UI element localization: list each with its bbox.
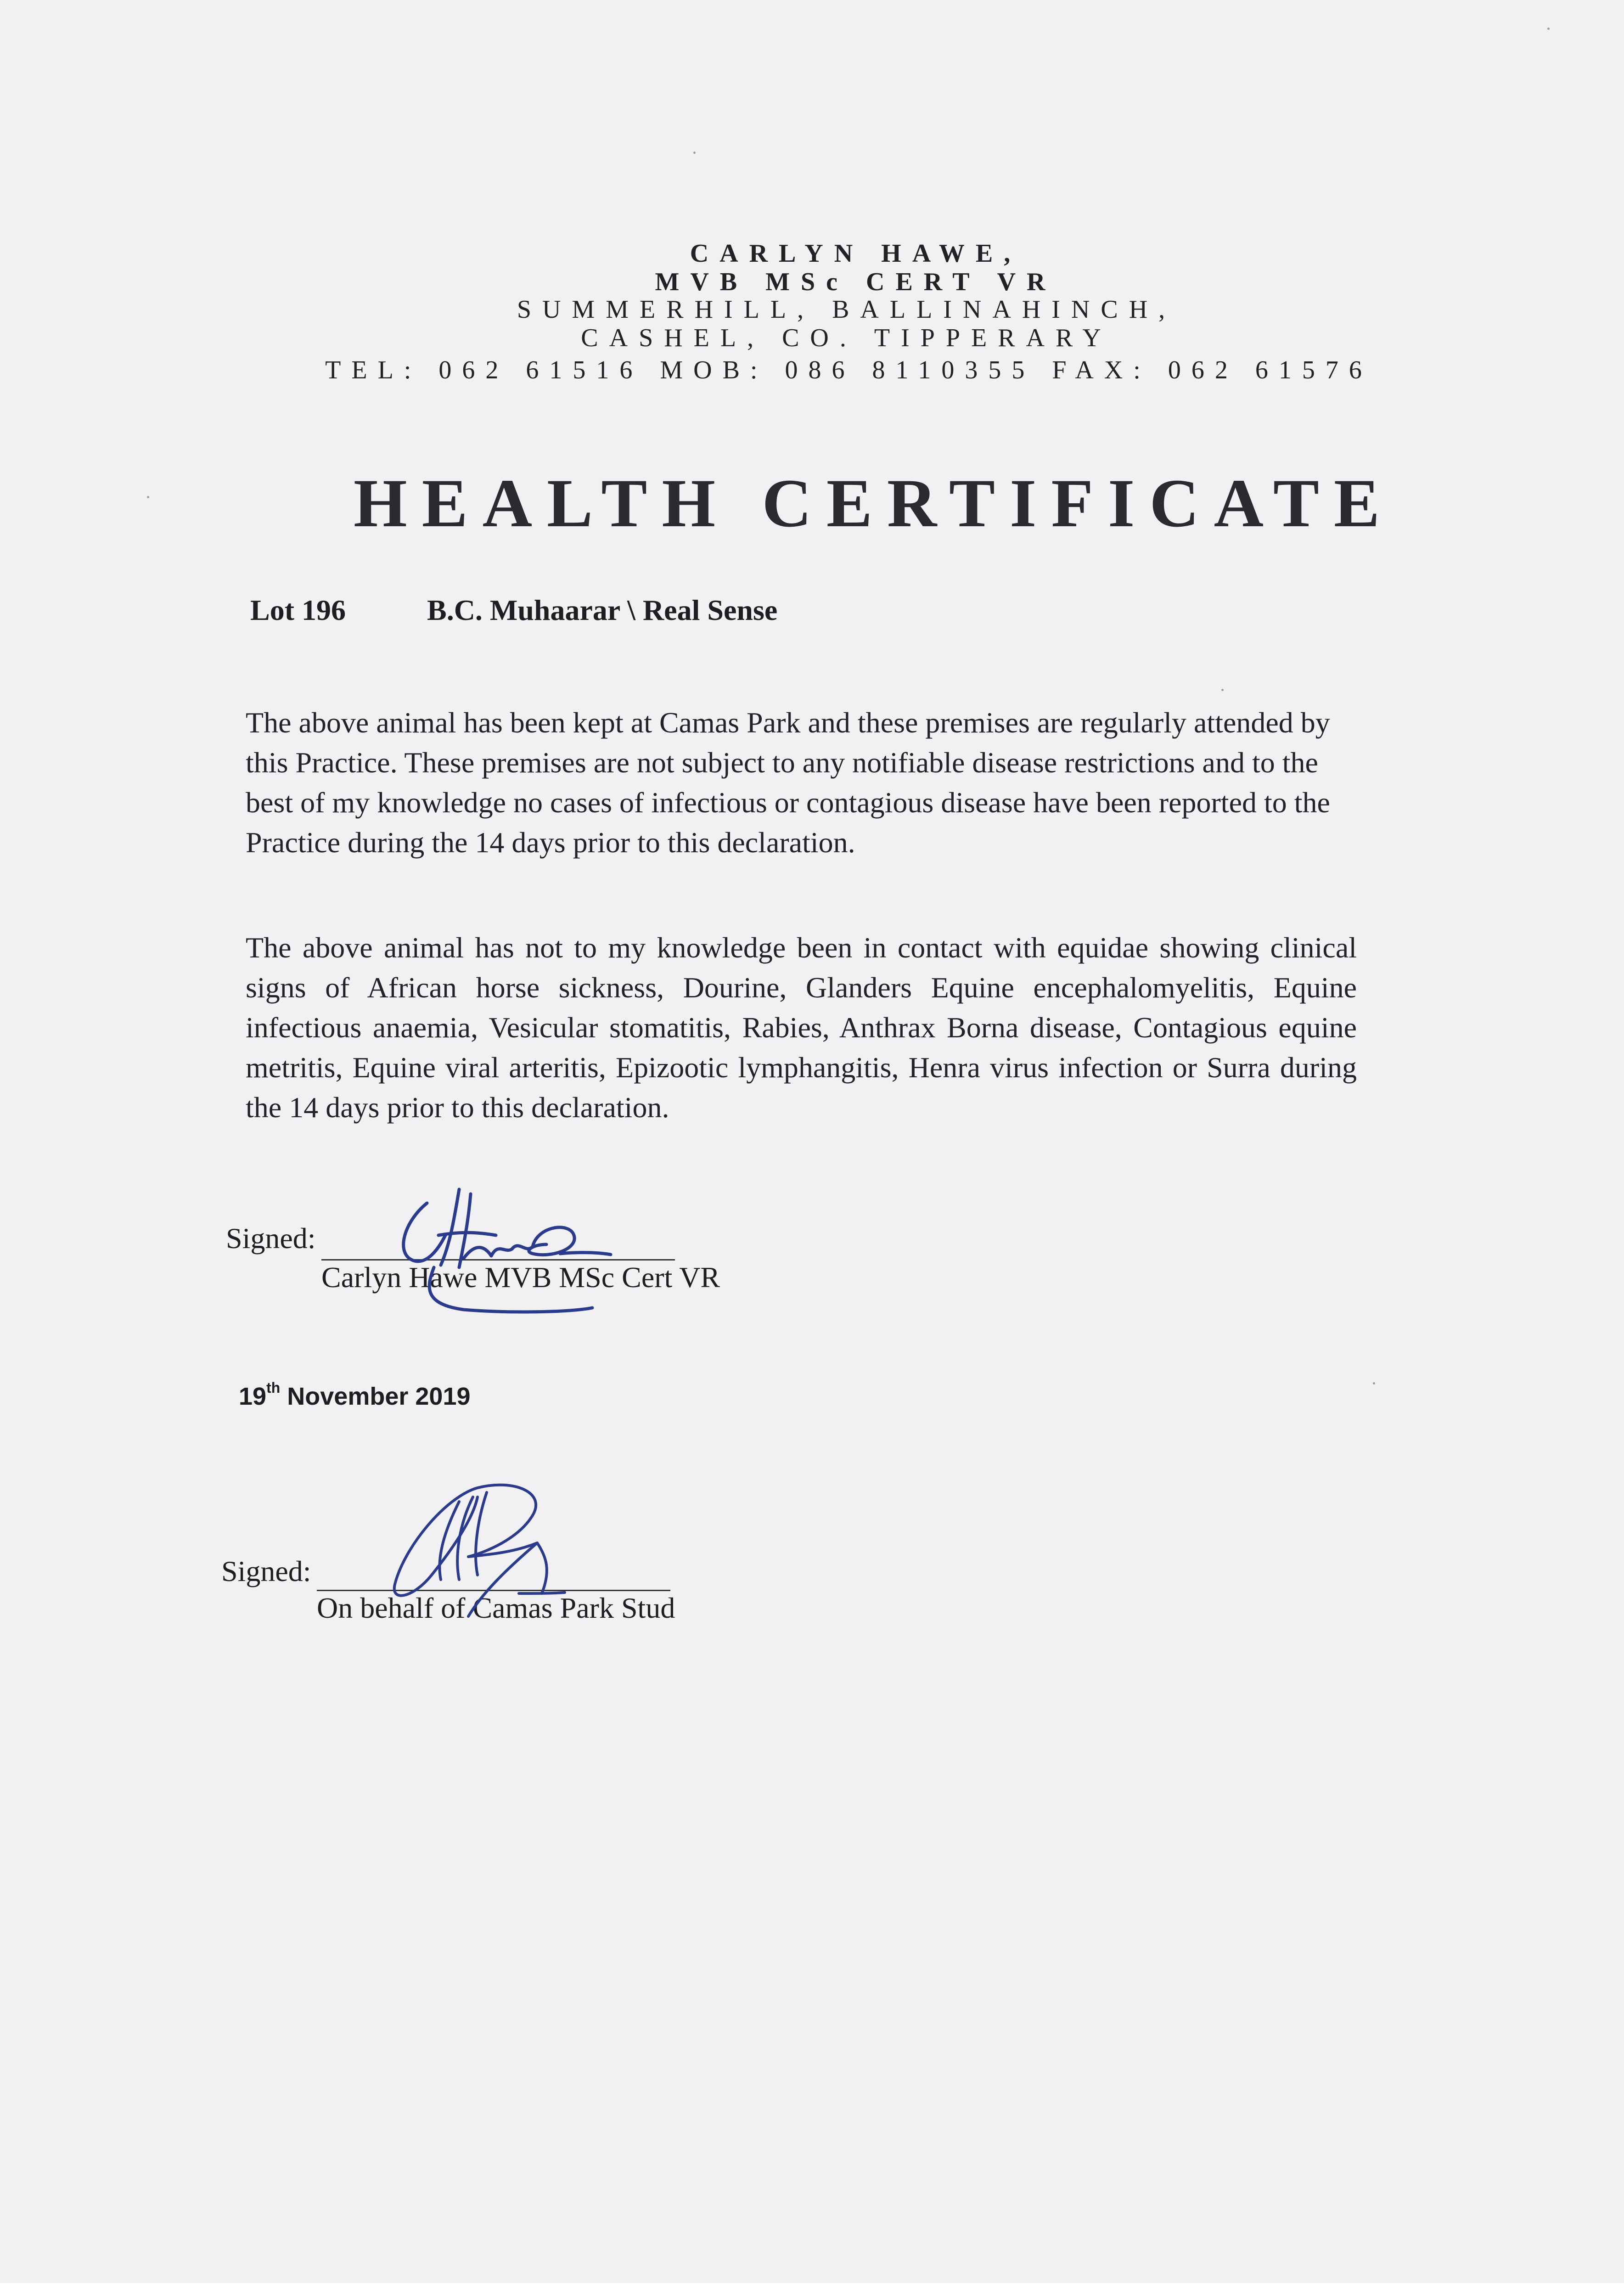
vet-signature-image (395, 1185, 615, 1318)
signed-label-vet: Signed: (226, 1222, 316, 1255)
date-day: 19 (239, 1383, 267, 1410)
contact-numbers: TEL: 062 61516 MOB: 086 8110355 FAX: 062 61576 (325, 356, 1372, 384)
date-day-suffix: th (266, 1379, 281, 1396)
paper-speck (693, 152, 696, 154)
signed-label-stud: Signed: (221, 1555, 311, 1587)
certificate-date (239, 1379, 471, 1411)
vet-signature-caption: Carlyn Hawe MVB MSc Cert VR (321, 1261, 720, 1294)
premises-declaration: The above animal has been kept at Camas Park and these premises are regularly attended by this Practice. These premises are not subject to any notifiable disease restrictions and to the best of my knowledge no cases of infectious or contagious disease have been reported to the Practice during the 14 days prior to this declaration. (246, 706, 1330, 859)
stud-signature-caption: On behalf of Camas Park Stud (317, 1592, 675, 1624)
vet-name: CARLYN HAWE, (690, 239, 1022, 268)
vet-qualifications: MVB MSc CERT VR (655, 268, 1056, 296)
document-title: HEALTH CERTIFICATE (354, 465, 1395, 541)
horse-name: B.C. Muhaarar \ Real Sense (427, 594, 778, 626)
disease-contact-declaration: The above animal has not to my knowledge been in contact with equidae showing clinical signs of African horse sickness, Dourine, Glanders Equine encephalomyelitis, Equine infectious anaemia, Vesicular stomatitis, Rabies, Anthrax Borna disease, Contagious equine metritis, Equine viral arteritis, Epizootic lymphangitis, Henra virus infection or Surra during the 14 days prior to this declaration. (246, 931, 1357, 1124)
date-month-year: November 2019 (280, 1383, 471, 1410)
paper-speck (147, 496, 149, 498)
paper-speck (1221, 689, 1224, 691)
paper-speck (1373, 1382, 1375, 1384)
address-line-1: SUMMERHILL, BALLINAHINCH, (517, 295, 1176, 324)
lot-number: Lot 196 (250, 594, 346, 626)
address-line-2: CASHEL, CO. TIPPERARY (581, 324, 1112, 352)
stud-signature-image (367, 1479, 606, 1626)
paper-speck (1547, 28, 1550, 30)
scan-edge (0, 2283, 1624, 2296)
